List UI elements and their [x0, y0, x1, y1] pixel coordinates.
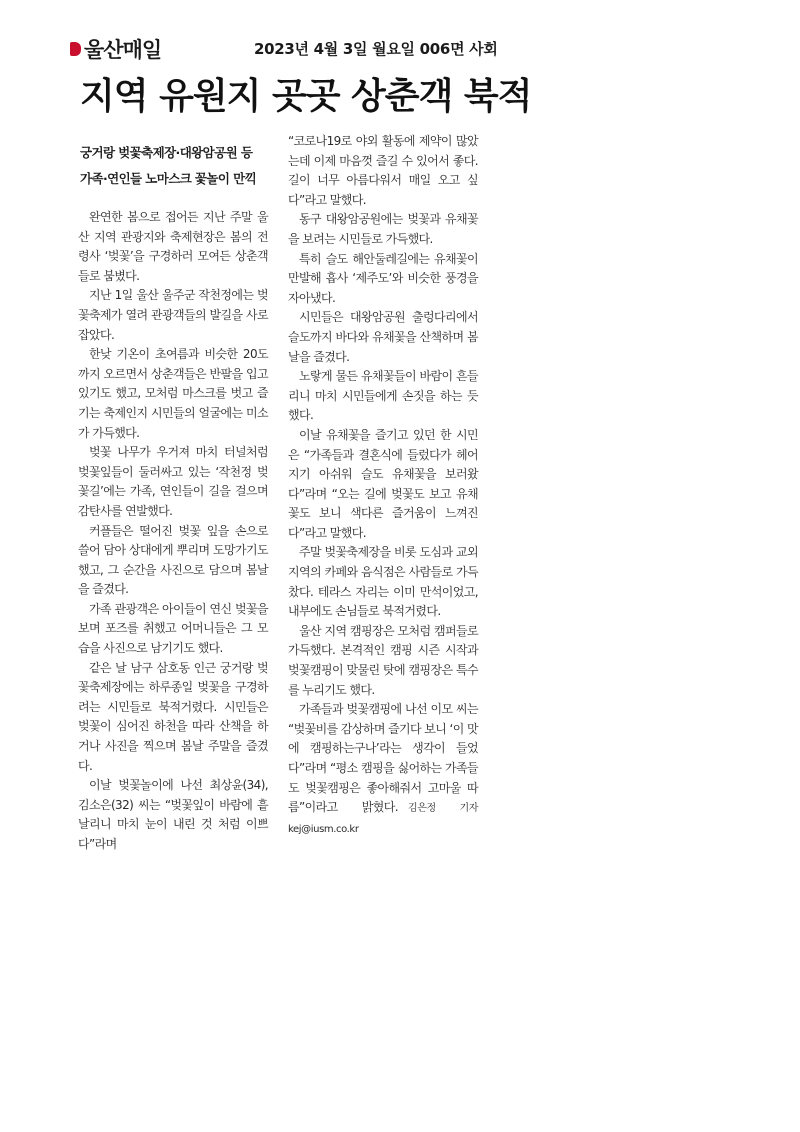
paragraph: 주말 벚꽃축제장을 비롯 도심과 교외지역의 카페와 음식점은 사람들로 가득찼다. 테라스 자리는 이미 만석이었고, 내부에도 손님들로 북적거렸다.: [288, 545, 478, 619]
paragraph-text: 가족들과 벚꽃캠핑에 나선 이모 씨는 “벚꽃비를 감상하며 즐기다 보니 ‘이 맛에 캠핑하는구나’라는 생각이 들었다”라며 “평소 캠핑을 싫어하는 가족들도 벚꽃캠핑은 좋아해줘서 고마울 따름”이라고 밝혔다.: [288, 702, 478, 815]
newspaper-logo: 울산매일: [84, 38, 162, 62]
paragraph: 같은 날 남구 삼호동 인근 궁거랑 벚꽃축제장에는 하루종일 벚꽃을 구경하려는 시민들로 북적거렸다. 시민들은 벚꽃이 심어진 하천을 따라 산책을 하거나 사진을 찍으며 봄날 주말을 즐겼다.: [78, 660, 268, 773]
byline: 김은정 기자 kej@iusm.co.kr: [288, 803, 478, 835]
paragraph: 한낮 기온이 초여름과 비슷한 20도까지 오르면서 상춘객들은 반팔을 입고 있기도 했고, 모처럼 마스크를 벗고 즐기는 축제인지 시민들의 얼굴에는 미소가 가득했다.: [78, 347, 268, 440]
subheading-1: 궁거랑 벚꽃축제장·대왕암공원 등: [80, 145, 253, 160]
paragraph: 이날 유채꽃을 즐기고 있던 한 시민은 “가족들과 결혼식에 들렀다가 헤어지기 아쉬워 슬도 유채꽃을 보러왔다”라며 “오는 길에 벚꽃도 보고 유채꽃도 보니 색다른 즐거움이 느껴진다”라고 말했다.: [288, 427, 478, 540]
paragraph: 시민들은 대왕암공원 출렁다리에서 슬도까지 바다와 유채꽃을 산책하며 봄날을 즐겼다.: [288, 310, 478, 364]
article-column-1: [78, 208, 268, 855]
logo-mark-icon: [70, 42, 81, 56]
paragraph: 지난 1일 울산 울주군 작천정에는 벚꽃축제가 열려 관광객들의 발길을 사로잡았다.: [78, 288, 268, 342]
article-subheadings: [80, 140, 280, 192]
paragraph: 이날 벚꽃놀이에 나선 최상윤(34), 김소은(32) 씨는 “벚꽃잎이 바람에 흩날리니 마치 눈이 내린 것 처럼 이쁘다”라며: [78, 778, 268, 851]
paragraph: 벚꽃 나무가 우거져 마치 터널처럼 벚꽃잎들이 둘러싸고 있는 ‘작천정 벚꽃길’에는 가족, 연인들이 길을 걸으며 감탄사를 연발했다.: [78, 445, 268, 518]
paragraph: 커플들은 떨어진 벚꽃 잎을 손으로 쓸어 담아 상대에게 뿌리며 도망가기도 했고, 그 순간을 사진으로 담으며 봄날을 즐겼다.: [78, 523, 268, 597]
masthead: [70, 36, 161, 62]
paragraph: 특히 슬도 해안둘레길에는 유채꽃이 만발해 흡사 ‘제주도’와 비슷한 풍경을 자아냈다.: [288, 251, 478, 305]
article-column-2: [288, 132, 478, 839]
paragraph: “코로나19로 야외 활동에 제약이 많았는데 이제 마음껏 즐길 수 있어서 좋다. 길이 너무 아름다워서 매일 오고 싶다”라고 말했다.: [288, 134, 478, 207]
paragraph: 완연한 봄으로 접어든 지난 주말 울산 지역 관광지와 축제현장은 봄의 전령사 ‘벚꽃’을 구경하러 모여든 상춘객들로 붐볐다.: [78, 210, 268, 283]
dateline: 2023년 4월 3일 월요일 006면 사회: [254, 40, 498, 58]
paragraph: 노랗게 물든 유채꽃들이 바람이 흔들리니 마치 시민들에게 손짓을 하는 듯 했다.: [288, 369, 478, 423]
subheading-2: 가족·연인들 노마스크 꽃놀이 만끽: [80, 171, 257, 186]
paragraph: 동구 대왕암공원에는 벚꽃과 유채꽃을 보려는 시민들로 가득했다.: [288, 212, 478, 246]
article-headline: 지역 유원지 곳곳 상춘객 북적: [80, 75, 532, 117]
paragraph: 울산 지역 캠핑장은 모처럼 캠퍼들로 가득했다. 본격적인 캠핑 시즌 시작과 벚꽃캠핑이 맞물린 탓에 캠핑장은 특수를 누리기도 했다.: [288, 623, 478, 697]
last-paragraph: [288, 700, 478, 839]
paragraph: 가족 관광객은 아이들이 연신 벚꽃을 보며 포즈를 취했고 어머니들은 그 모습을 사진으로 남기기도 했다.: [78, 601, 268, 656]
